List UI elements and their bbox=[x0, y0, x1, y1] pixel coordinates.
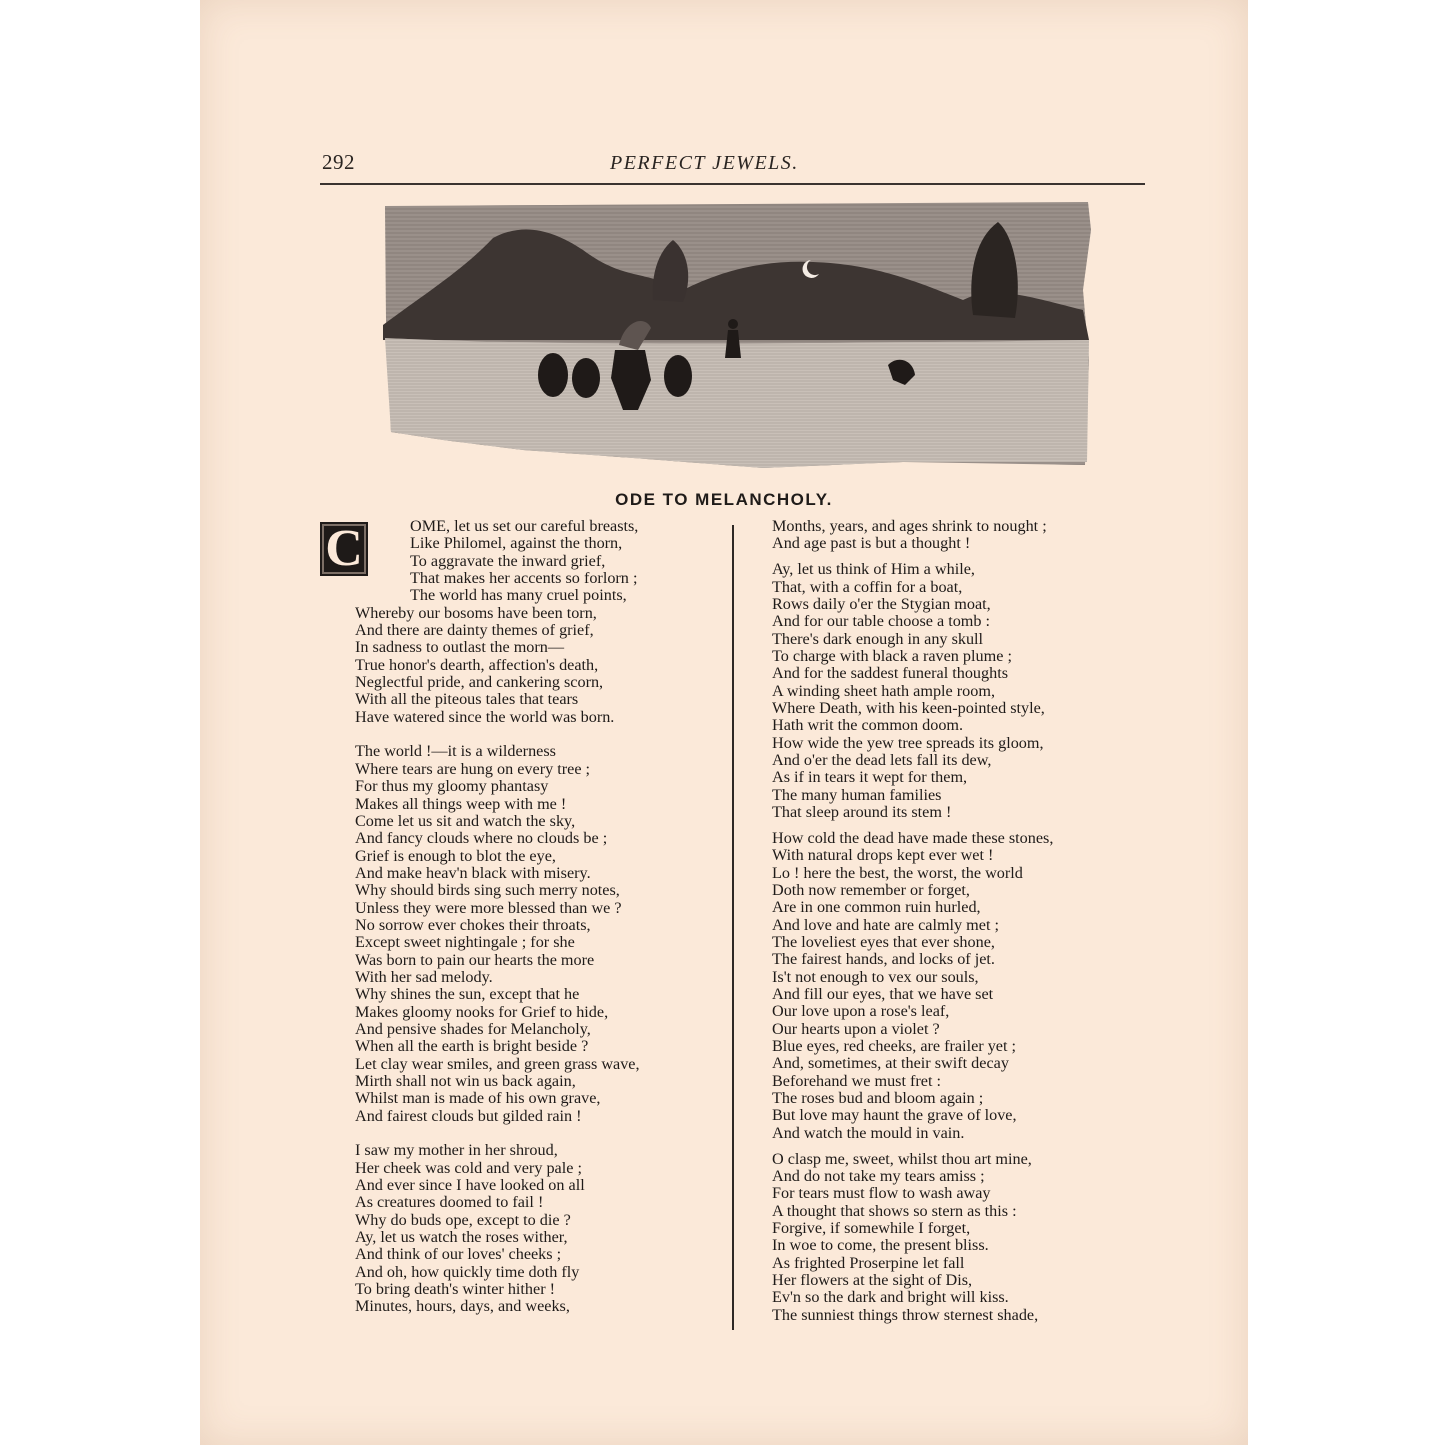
poem-line: Hath writ the common doom. bbox=[772, 716, 964, 735]
running-title: PERFECT JEWELS. bbox=[610, 152, 799, 174]
poem-line: Is't not enough to vex our souls, bbox=[772, 967, 979, 986]
poem-line: Beforehand we must fret : bbox=[772, 1071, 942, 1090]
stanza bbox=[355, 535, 695, 726]
column-divider bbox=[732, 525, 734, 1330]
poem-line: Have watered since the world was born. bbox=[355, 707, 615, 726]
poem-line: I saw my mother in her shroud, bbox=[355, 1141, 558, 1160]
poem-line: Minutes, hours, days, and weeks, bbox=[355, 1297, 570, 1316]
poem-line: As creatures doomed to fail ! bbox=[355, 1193, 544, 1212]
stanza bbox=[772, 561, 1117, 821]
poem-line: And for our table choose a tomb : bbox=[772, 612, 991, 631]
poem-line: And, sometimes, at their swift decay bbox=[772, 1054, 1009, 1073]
poem-line: That makes her accents so forlorn ; bbox=[410, 569, 638, 588]
poem-line: Her cheek was cold and very pale ; bbox=[355, 1158, 582, 1177]
poem-line: With her sad melody. bbox=[355, 967, 493, 986]
poem-line: Rows daily o'er the Stygian moat, bbox=[772, 594, 991, 613]
poem-line: Grief is enough to blot the eye, bbox=[355, 846, 556, 865]
poem-line: True honor's dearth, affection's death, bbox=[355, 655, 599, 674]
poem-line: Forgive, if somewhile I forget, bbox=[772, 1218, 971, 1237]
poem-line: Doth now remember or forget, bbox=[772, 880, 970, 899]
poem-line: Our love upon a rose's leaf, bbox=[772, 1002, 950, 1021]
book-page bbox=[200, 0, 1248, 1445]
poem-line: And oh, how quickly time doth fly bbox=[355, 1262, 580, 1281]
poem-line: With natural drops kept ever wet ! bbox=[772, 846, 994, 865]
poem-line: A winding sheet hath ample room, bbox=[772, 681, 995, 700]
page-number: 292 bbox=[322, 150, 355, 174]
poem-line: That sleep around its stem ! bbox=[772, 803, 952, 821]
poem-line: To bring death's winter hither ! bbox=[355, 1280, 556, 1299]
poem-line: There's dark enough in any skull bbox=[772, 629, 984, 648]
poem-line: And age past is but a thought ! bbox=[772, 534, 971, 553]
poem-line: And o'er the dead lets fall its dew, bbox=[772, 750, 992, 769]
poem-line: And fancy clouds where no clouds be ; bbox=[355, 829, 608, 848]
stanza bbox=[772, 518, 1117, 553]
poem-title: ODE TO MELANCHOLY. bbox=[615, 490, 833, 509]
poem-line: And ever since I have looked on all bbox=[355, 1176, 585, 1195]
poem-line: The world has many cruel points, bbox=[410, 586, 627, 605]
poem-line: The many human families bbox=[772, 785, 942, 804]
poem-line: Why should birds sing such merry notes, bbox=[355, 881, 620, 900]
stanza bbox=[355, 743, 695, 1125]
poem-line: With all the piteous tales that tears bbox=[355, 690, 579, 709]
poem-line: Her flowers at the sight of Dis, bbox=[772, 1270, 973, 1289]
poem-column-left bbox=[325, 517, 695, 1333]
poem-line: O clasp me, sweet, whilst thou art mine, bbox=[772, 1149, 1032, 1168]
stanza bbox=[772, 830, 1117, 1142]
header-rule bbox=[320, 183, 1145, 185]
poem-line: Where tears are hung on every tree ; bbox=[355, 759, 591, 778]
poem-line: Are in one common ruin hurled, bbox=[772, 898, 981, 917]
poem-line: And make heav'n black with misery. bbox=[355, 863, 591, 882]
poem-line: And pensive shades for Melancholy, bbox=[355, 1019, 591, 1038]
poem-line: And fill our eyes, that we have set bbox=[772, 984, 994, 1003]
poem-line: And for the saddest funeral thoughts bbox=[772, 664, 1009, 683]
poem-column-right bbox=[772, 518, 1117, 1332]
drop-cap-initial: C bbox=[320, 522, 368, 576]
poem-line: And do not take my tears amiss ; bbox=[772, 1166, 985, 1185]
poem-line: Unless they were more blessed than we ? bbox=[355, 898, 622, 917]
poem-line: Let clay wear smiles, and green grass wave, bbox=[355, 1054, 640, 1073]
poem-line: And love and hate are calmly met ; bbox=[772, 915, 999, 934]
poem-line: Was born to pain our hearts the more bbox=[355, 950, 595, 969]
poem-line: But love may haunt the grave of love, bbox=[772, 1106, 1017, 1125]
poem-line: And think of our loves' cheeks ; bbox=[355, 1245, 562, 1264]
poem-line: In woe to come, the present bliss. bbox=[772, 1236, 989, 1255]
poem-line: Like Philomel, against the thorn, bbox=[410, 534, 623, 553]
engraving-harvest-field-night-icon bbox=[383, 200, 1093, 475]
poem-line: Makes gloomy nooks for Grief to hide, bbox=[355, 1002, 609, 1021]
poem-line: OME, let us set our careful breasts, bbox=[410, 517, 639, 535]
poem-line: Months, years, and ages shrink to nought ; bbox=[772, 517, 1047, 535]
stanza bbox=[772, 1151, 1117, 1324]
poem-line: Why shines the sun, except that he bbox=[355, 985, 580, 1004]
poem-line: No sorrow ever chokes their throats, bbox=[355, 915, 591, 934]
poem-line: Ay, let us watch the roses wither, bbox=[355, 1228, 568, 1247]
stanza bbox=[355, 1142, 695, 1315]
poem-line: Ev'n so the dark and bright will kiss. bbox=[772, 1288, 1009, 1307]
poem-line: To aggravate the inward grief, bbox=[410, 551, 606, 570]
poem-line: As if in tears it wept for them, bbox=[772, 768, 968, 787]
poem-line: In sadness to outlast the morn— bbox=[355, 638, 565, 657]
poem-line: The loveliest eyes that ever shone, bbox=[772, 932, 995, 951]
poem-line: Where Death, with his keen-pointed style, bbox=[772, 698, 1045, 717]
poem-line: How wide the yew tree spreads its gloom, bbox=[772, 733, 1044, 752]
poem-line: Mirth shall not win us back again, bbox=[355, 1072, 576, 1090]
poem-line: And watch the mould in vain. bbox=[772, 1123, 965, 1142]
poem-line: As frighted Proserpine let fall bbox=[772, 1253, 965, 1272]
poem-line: Makes all things weep with me ! bbox=[355, 794, 567, 813]
poem-line: Whilst man is made of his own grave, bbox=[355, 1089, 601, 1108]
poem-line: For thus my gloomy phantasy bbox=[355, 777, 549, 796]
poem-line: Why do buds ope, except to die ? bbox=[355, 1210, 571, 1229]
poem-line: For tears must flow to wash away bbox=[772, 1184, 991, 1203]
poem-line: To charge with black a raven plume ; bbox=[772, 646, 1012, 665]
poem-line: Come let us sit and watch the sky, bbox=[355, 811, 576, 830]
poem-line: When all the earth is bright beside ? bbox=[355, 1037, 589, 1056]
poem-line: Whereby our bosoms have been torn, bbox=[355, 603, 597, 622]
poem-line: Except sweet nightingale ; for she bbox=[355, 933, 575, 952]
poem-line: A thought that shows so stern as this : bbox=[772, 1201, 1017, 1220]
poem-line: How cold the dead have made these stones, bbox=[772, 828, 1054, 847]
poem-line: The roses bud and bloom again ; bbox=[772, 1089, 984, 1107]
poem-line: Neglectful pride, and cankering scorn, bbox=[355, 673, 604, 692]
poem-line: And fairest clouds but gilded rain ! bbox=[355, 1106, 582, 1125]
poem-line: Our hearts upon a violet ? bbox=[772, 1019, 940, 1038]
poem-line: That, with a coffin for a boat, bbox=[772, 577, 963, 596]
poem-line: The fairest hands, and locks of jet. bbox=[772, 950, 995, 969]
poem-line: The world !—it is a wilderness bbox=[355, 742, 556, 761]
poem-line: The sunniest things throw sternest shade, bbox=[772, 1305, 1039, 1324]
poem-line: Lo ! here the best, the worst, the world bbox=[772, 863, 1023, 882]
poem-line: And there are dainty themes of grief, bbox=[355, 621, 594, 640]
poem-line: Blue eyes, red cheeks, are frailer yet ; bbox=[772, 1036, 1017, 1055]
poem-line: Ay, let us think of Him a while, bbox=[772, 560, 975, 579]
